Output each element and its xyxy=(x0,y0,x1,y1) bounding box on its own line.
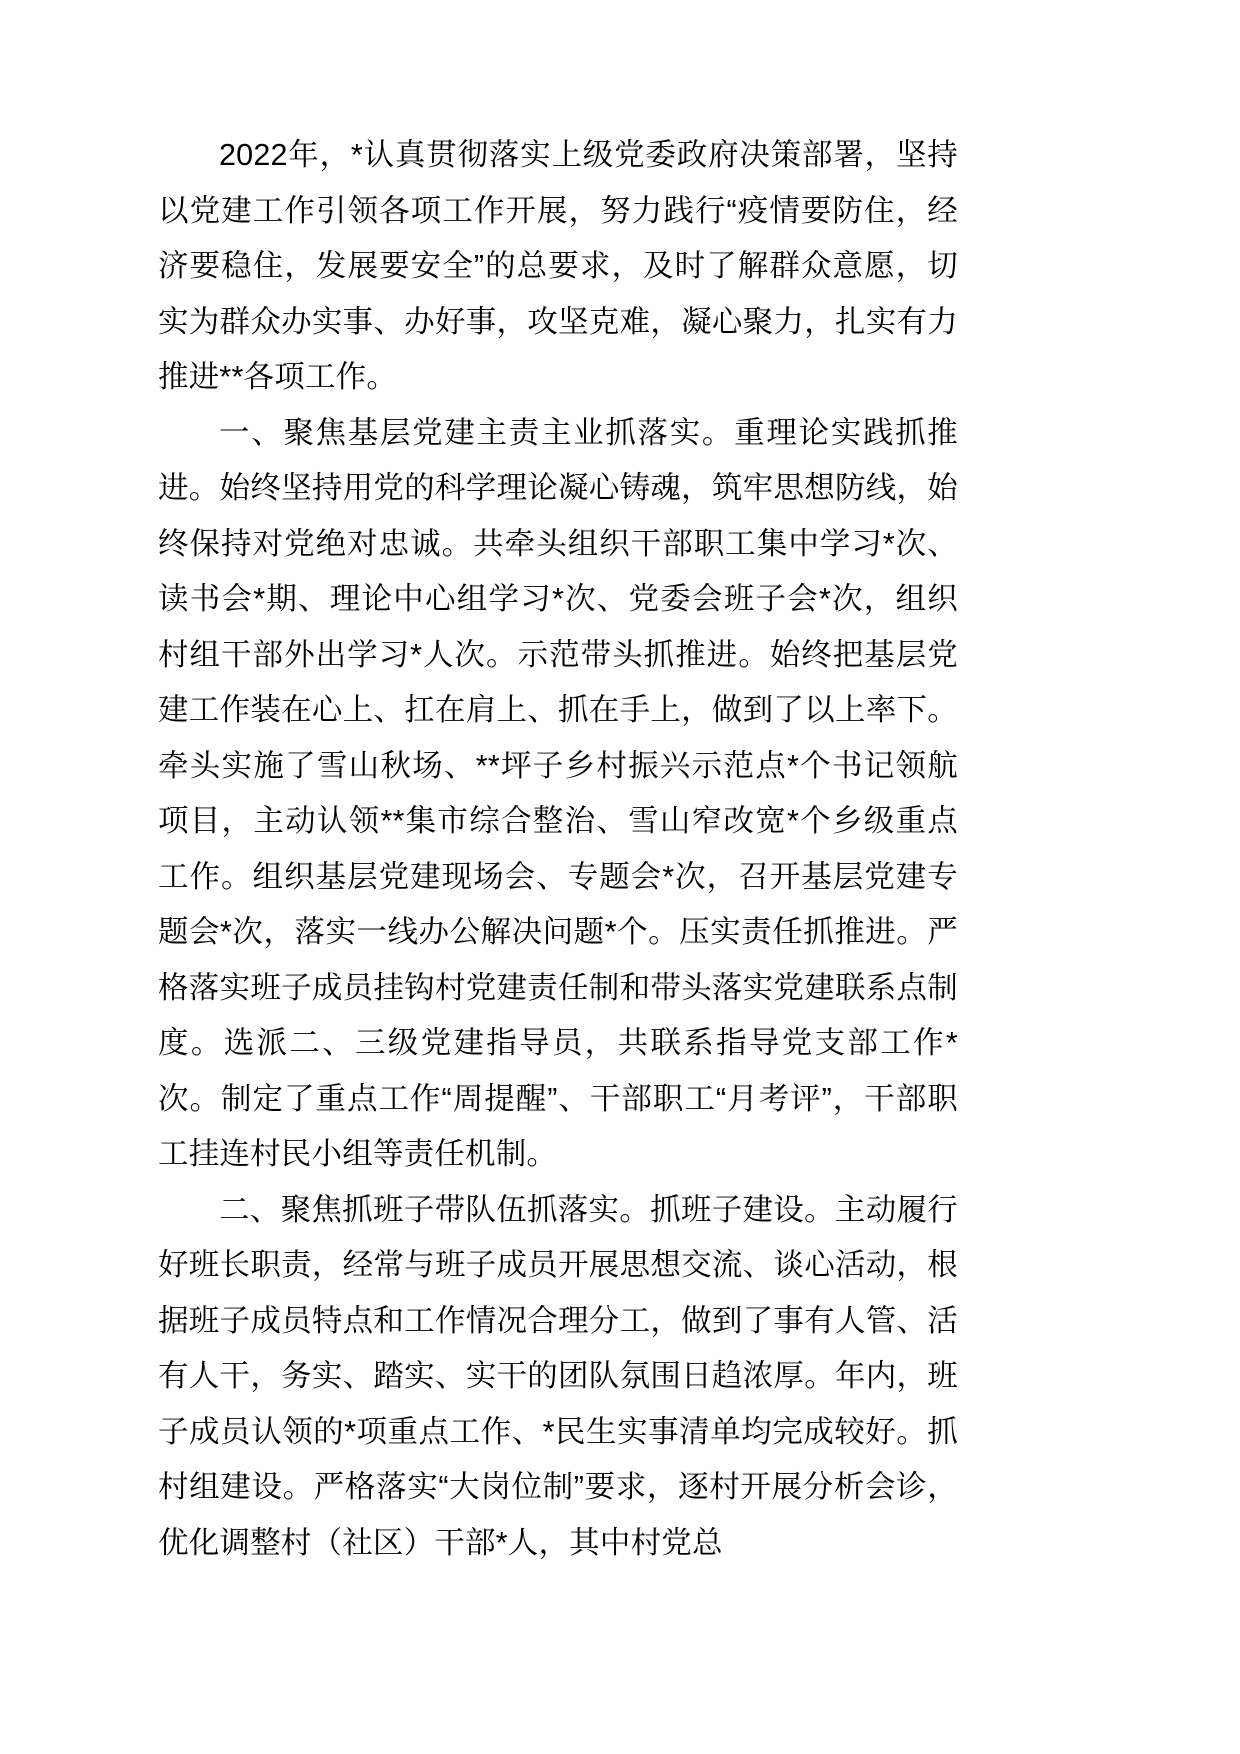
paragraph-section-two: 二、聚焦抓班子带队伍抓落实。抓班子建设。主动履行好班长职责，经常与班子成员开展思想交流、谈心活动，根据班子成员特点和工作情况合理分工，做到了事有人管、活有人干，务实、踏实、实干的团队氛围日趋浓厚。年内，班子成员认领的*项重点工作、*民生实事清单均完成较好。抓村组建设。严格落实“大岗位制”要求，逐村开展分析会诊，优化调整村（社区）干部*人，其中村党总 xyxy=(158,1192,958,1560)
paragraph-section-one: 一、聚焦基层党建主责主业抓落实。重理论实践抓推进。始终坚持用党的科学理论凝心铸魂，筑牢思想防线，始终保持对党绝对忠诚。共牵头组织干部职工集中学习*次、读书会*期、理论中心组学习*次、党委会班子会*次，组织村组干部外出学习*人次。示范带头抓推进。始终把基层党建工作装在心上、扛在肩上、抓在手上，做到了以上率下。牵头实施了雪山秋场、**坪子乡村振兴示范点*个书记领航项目，主动认领**集市综合整治、雪山窄改宽*个乡级重点工作。组织基层党建现场会、专题会*次，召开基层党建专题会*次，落实一线办公解决问题*个。压实责任抓推进。严格落实班子成员挂钩村党建责任制和带头落实党建联系点制度。选派二、三级党建指导员，共联系指导党支部工作*次。制定了重点工作“周提醒”、干部职工“月考评”，干部职工挂连村民小组等责任机制。 xyxy=(158,415,958,1171)
document-text-body xyxy=(158,128,958,1571)
paragraph-intro: 2022年，*认真贯彻落实上级党委政府决策部署，坚持以党建工作引领各项工作开展，努力践行“疫情要防住，经济要稳住，发展要安全”的总要求，及时了解群众意愿，切实为群众办实事、办好事，攻坚克难，凝心聚力，扎实有力推进**各项工作。 xyxy=(158,138,958,394)
